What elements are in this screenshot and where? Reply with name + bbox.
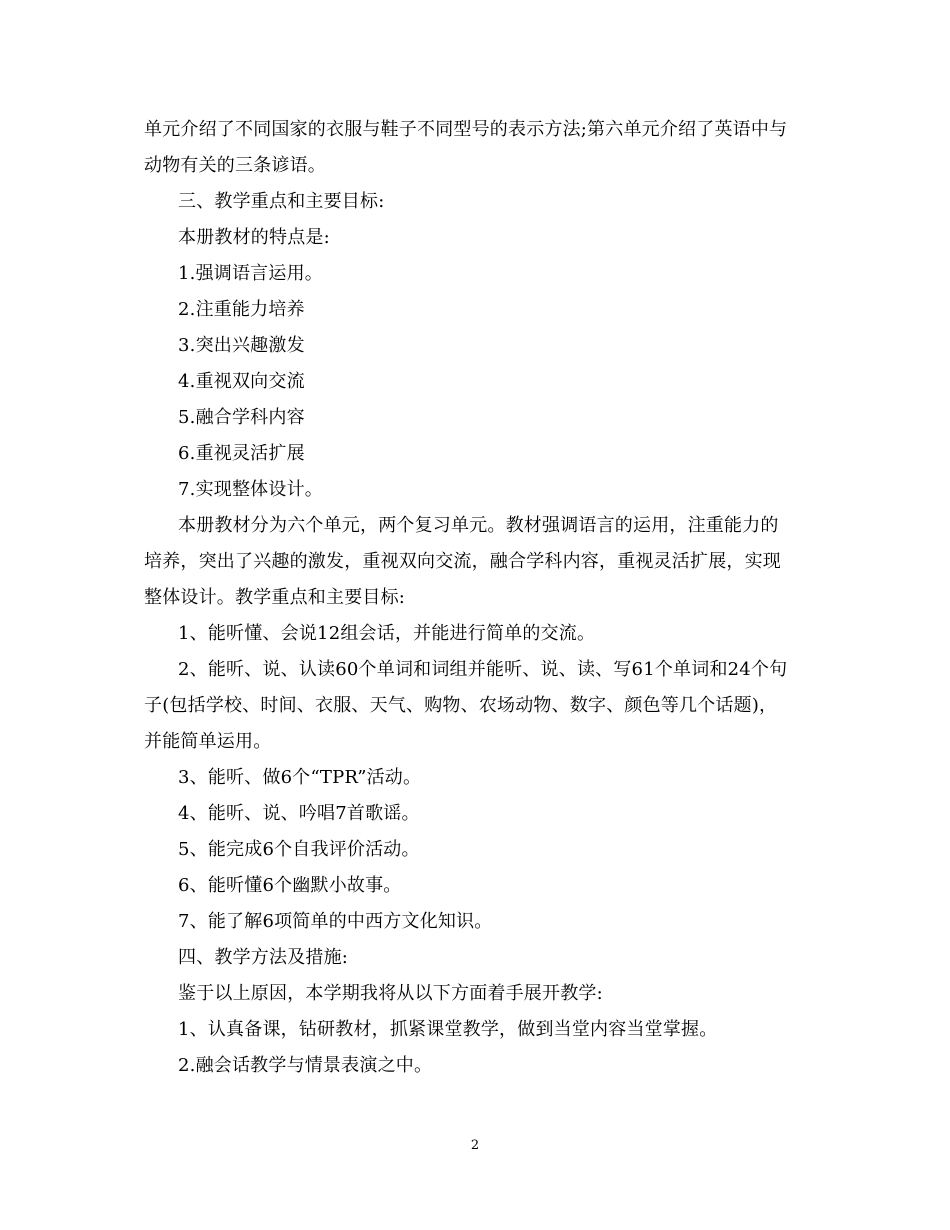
text-line: 鉴于以上原因，本学期我将从以下方面着手展开教学:	[178, 983, 603, 1004]
document-body	[144, 112, 814, 1084]
list-item: 4、能听、说、吟唱7首歌谣。	[178, 803, 420, 824]
list-item: 2、能听、说、认读60个单词和词组并能听、说、读、写61个单词和24个句	[178, 659, 788, 680]
list-item: 7.实现整体设计。	[178, 479, 323, 500]
list-item: 3.突出兴趣激发	[178, 335, 305, 356]
text-line: 整体设计。教学重点和主要目标:	[144, 587, 406, 608]
page-number: 2	[470, 1138, 480, 1153]
text-line: 培养，突出了兴趣的激发，重视双向交流，融合学科内容，重视灵活扩展，实现	[144, 551, 781, 572]
section-heading: 四、教学方法及措施:	[178, 947, 349, 968]
list-item: 6.重视灵活扩展	[178, 443, 305, 464]
list-item: 5、能完成6个自我评价活动。	[178, 839, 420, 860]
list-item: 1.强调语言运用。	[178, 263, 323, 284]
text-line: 并能简单运用。	[144, 731, 272, 752]
text-line: 子(包括学校、时间、衣服、天气、购物、农场动物、数字、颜色等几个话题)，	[144, 695, 778, 716]
list-item: 1、能听懂、会说12组会话，并能进行简单的交流。	[178, 623, 596, 644]
list-item: 2.融会话教学与情景表演之中。	[178, 1055, 433, 1076]
list-item: 1、认真备课，钻研教材，抓紧课堂教学，做到当堂内容当堂掌握。	[178, 1019, 718, 1040]
text-line: 单元介绍了不同国家的衣服与鞋子不同型号的表示方法;第六单元介绍了英语中与	[144, 119, 788, 140]
list-item: 5.融合学科内容	[178, 407, 305, 428]
list-item: 3、能听、做6个“TPR”活动。	[178, 767, 422, 788]
section-heading: 三、教学重点和主要目标:	[178, 191, 385, 212]
text-line: 本册教材的特点是:	[178, 227, 330, 248]
text-line: 动物有关的三条谚语。	[144, 155, 326, 176]
list-item: 2.注重能力培养	[178, 299, 305, 320]
list-item: 6、能听懂6个幽默小故事。	[178, 875, 402, 896]
list-item: 7、能了解6项简单的中西方文化知识。	[178, 911, 493, 932]
text-line: 本册教材分为六个单元，两个复习单元。教材强调语言的运用，注重能力的	[178, 515, 779, 536]
list-item: 4.重视双向交流	[178, 371, 305, 392]
